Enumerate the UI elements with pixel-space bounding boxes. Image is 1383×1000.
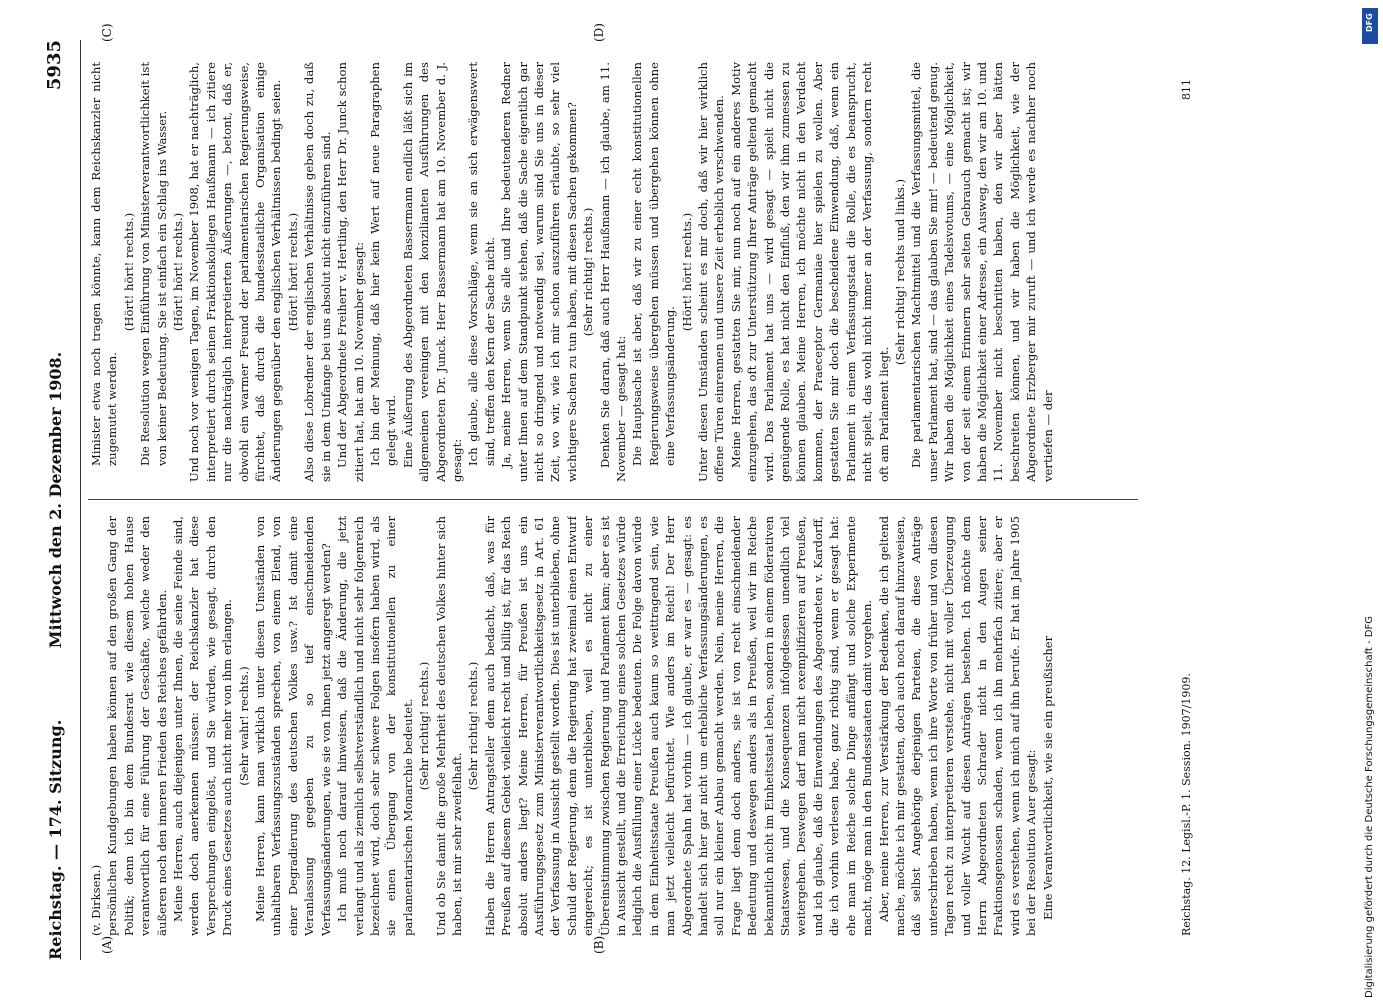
page-header xyxy=(42,40,72,960)
paragraph: persönlichen Kundgebungen haben können auf den großen Gang der Politik; denn ich bin dem Bundesrat wie diesem hohen Hause verantwortlich für eine Führung der Geschäfte, welche weder den äußeren noch den inneren Frieden des Reiches gefährden. xyxy=(105,516,169,936)
text-column-right xyxy=(88,62,1168,482)
margin-mark-a: (A) xyxy=(100,935,114,954)
interjection: (Hört! hört! rechts.) xyxy=(121,212,136,332)
header-date: Mittwoch den 2. Dezember 1908. xyxy=(46,351,65,649)
paragraph: Ich bin der Meinung, daß hier kein Wert auf neue Paragraphen gelegt wird. xyxy=(367,62,399,466)
paragraph: Meine Herren, kann man wirklich unter diesen Umständen von unhaltbaren Verfassungszuständen sprechen, von einem Elend, von einer Degradierung des deutschen Volkes usw.? Ist damit eine Veranlassung gegeben zu so tief einschneidenden Verfassungsänderungen, wie sie von Ihnen jetzt angeregt werden? xyxy=(253,516,333,936)
interjection: (Sehr richtig! rechts.) xyxy=(581,207,596,337)
interjection: (Sehr richtig! rechts.) xyxy=(417,661,432,791)
margin-mark-c: (C) xyxy=(100,23,114,42)
interjection: (Sehr richtig! rechts.) xyxy=(466,661,481,791)
paragraph: (v. Dirksen.) xyxy=(89,864,103,936)
paragraph: Also diese Lobredner der englischen Verhältnisse geben doch zu, daß sie in dem Umfange bei uns absolut nicht einzuführen sind. xyxy=(302,62,333,482)
paragraph: Ich glaube, alle diese Vorschläge, wenn sie an sich erwägenswert sind, treffen den Kern der Sache nicht. xyxy=(466,62,497,466)
dfg-strip xyxy=(1362,8,1380,998)
paragraph: Und ob Sie damit die große Mehrheit des deutschen Volkes hinter sich haben, ist mir sehr zweifelhaft. xyxy=(433,516,464,936)
header-page-number: 5935 xyxy=(44,40,65,91)
header-rule xyxy=(80,40,81,960)
interjection: (Sehr wahr! rechts.) xyxy=(236,666,251,786)
paragraph: Eine Äußerung des Abgeordneten Bassermann endlich läßt sich im allgemeinen vereinigen mit den konzilianten Ausführungen des Abgeordneten Dr. Junck. Herr Bassermann hat am 10. November d. J. gesagt: xyxy=(400,62,464,482)
paragraph: Und der Abgeordnete Freiherr v. Hertling, den Herr Dr. Junck schon zitiert hat, hat am 10. November gesagt: xyxy=(335,62,366,482)
paragraph: Die Resolution wegen Einführung von Ministerverantwortlichkeit ist von keiner Bedeutung. Sie ist einfach ein Schlag ins Wasser. xyxy=(138,62,169,466)
margin-mark-d: (D) xyxy=(592,23,606,42)
header-session: Reichstag. — 174. Sitzung. xyxy=(46,719,65,960)
paragraph: Die parlamentarischen Machtmittel und die Verfassungsmittel, die unser Parlament hat, sind — das glauben Sie mir! — bedeutend genug. Wir haben die Möglichkeit eines Tadelsvotums, — eine Möglichkeit, von der seit einem Erinnern sehr selten Gebrauch gemacht ist; wir haben die Möglichkeit einer Adresse, ein Ausweg, den wir am 10. und 11. November nicht beschritten haben, den wir aber hätten beschreiten können, und wir haben die Möglichkeit, wie der Abgeordnete Erzberger mir zuruft — und ich werde es nachher noch vertiefen — der xyxy=(909,62,1055,482)
paragraph: Denken Sie daran, daß auch Herr Haußmann — ich glaube, am 11. November — gesagt hat: xyxy=(597,62,628,482)
footer-publication-info: Reichstag. 12. Legisl.-P. 1. Session. 1907/1909. xyxy=(1180,673,1193,936)
interjection: (Sehr richtig! rechts und links.) xyxy=(892,178,907,366)
column-divider xyxy=(88,499,1138,500)
paragraph: Ja, meine Herren, wenn Sie alle und Ihre bedeutenderen Redner unter Ihnen auf dem Standpunkt stehen, daß die Sache eigentlich gar nicht so dringend und notwendig sei, warum sind Sie uns in dieser Zeit, wo wir, wie ich mir schon auszuführen erlaubte, so sehr viel wichtigere Sachen zu tun haben, mit diesen Sachen gekommen? xyxy=(499,62,579,482)
footer-page-reference: 811 xyxy=(1180,79,1193,100)
paragraph: Unter diesen Umständen scheint es mir doch, daß wir hier wirklich offene Türen einrennen und unsere Zeit erheblich verschwenden. xyxy=(696,62,727,482)
paragraph: Und noch vor wenigen Tagen, im November 1908, hat er nachträglich, interpretiert durch seinen Fraktionskollegen Haußmann — ich zitiere nur die nachträglich interpretierten Äußerungen —, betont, daß er, obwohl ein warmer Freund der parlamentarischen Regierungsweise, fürchtet, daß durch die bundesstaatliche Organisation einige Änderungen gegenüber den englischen Verhältnissen bedingt seien. xyxy=(187,62,284,482)
paragraph: Haben die Herren Antragsteller denn auch bedacht, daß, was für Preußen auf diesem Gebiet vielleicht recht und billig ist, für das Reich absolut anders liegt? Meine Herren, für Preußen ist uns ein Ausführungsgesetz zum Ministerverantwortlichkeitsgesetz in Art. 61 der Verfassung in Aussicht gestellt worden. Dies ist unterblieben, ohne Schuld der Regierung, denn die Regierung hat zweimal einen Entwurf eingereicht; es ist unterblieben, weil es nicht zu einer Übereinstimmung zwischen Regierung und Parlament kam; aber es ist in Aussicht gestellt, und die Erreichung eines solchen Gesetzes würde lediglich die Ausfüllung einer Lücke bedeuten. Die Folge davon würde in dem Einheitsstaate Preußen auch kaum so weittragend sein, wie man jetzt vielleicht befürchtet. Wie anders im Reich! Der Herr Abgeordnete Spahn hat vorhin — ich glaube, er war es — gesagt: es handelt sich hier gar nicht um erhebliche Verfassungsänderungen, es soll nur ein kleiner Anbau gemacht werden. Nein, meine Herren, die Frage liegt denn doch anders, sie ist von recht einschneidender Bedeutung und deswegen anders als in Preußen, weil wir im Reiche bekanntlich nicht im Einheitsstaat leben, sondern in einem föderativen Staatswesen, und die Konsequenzen infolgedessen unendlich viel weitergehen. Deswegen darf man nicht exemplifizieren auf Preußen, und ich glaube, daß die Einwendungen des Abgeordneten v. Kardorff, die ich vorhin verlesen habe, ganz richtig sind, wenn er gesagt hat: ehe man im Reiche solche Dinge anfängt und solche Experimente macht, möge man in den Bundesstaaten damit vorgehen. xyxy=(482,516,875,936)
interjection: (Hört! hört! rechts.) xyxy=(679,212,694,332)
dfg-logo-text: DFG xyxy=(1365,13,1374,32)
paragraph: Meine Herren, auch diejenigen unter Ihnen, die seine Feinde sind, werden doch anerkennen müssen: der Reichskanzler hat diese Versprechungen eingelöst, und Sie würden, wie gesagt, durch den Druck eines Gesetzes auch nicht mehr von ihm erlangen. xyxy=(171,516,235,936)
paragraph: Ich muß noch darauf hinweisen, daß die Änderung, die jetzt verlangt und als ziemlich selbstverständlich und nicht sehr folgenreich bezeichnet wird, doch sehr schwere Folgen insofern haben wird, als sie einen Übergang von der konstitutionellen zu einer parlamentarischen Monarchie bedeutet. xyxy=(335,516,415,936)
paragraph: Eine Verantwortlichkeit, wie sie ein preußischer xyxy=(1040,635,1055,920)
paragraph: Aber, meine Herren, zur Verstärkung der Bedenken, die ich geltend mache, möchte ich mir gestatten, doch auch noch darauf hinzuweisen, daß selbst Angehörige derjenigen Parteien, die diese Anträge unterschrieben haben, wenn ich ihre Worte von früher und von diesen Tagen recht zu interpretieren verstehe, nicht mit voller Überzeugung und voller Wucht auf diesen Anträgen bestehen. Ich möchte dem Herrn Abgeordneten Schrader nicht in den Augen seiner Fraktionsgenossen schaden, wenn ich ihn mehrfach zitiere; aber er wird es verstehen, wenn ich mich auf ihn berufe. Er hat im Jahre 1905 bei der Resolution Auer gesagt: xyxy=(876,516,1039,936)
text-column-left xyxy=(88,516,1168,936)
paragraph: Die Hauptsache ist aber, daß wir zu einer echt konstitutionellen Regierungsweise übergehen müssen und übergehen können ohne eine Verfassungsänderung. xyxy=(630,62,678,466)
margin-mark-b: (B) xyxy=(592,935,606,954)
dfg-notice: Digitalisierung gefördert durch die Deutsche Forschungsgemeinschaft - DFG xyxy=(1364,615,1375,998)
interjection: (Hört! hört! rechts.) xyxy=(285,212,300,332)
paragraph: Meine Herren, gestatten Sie mir, nun noch auf ein anderes Motiv einzugehen, das oft zur Unterstützung Ihrer Anträge geltend gemacht wird. Das Parlament hat uns — wird gesagt — spielt nicht die genügende Rolle, es hat nicht den Einfluß, den wir ihm zumessen zu können glauben. Meine Herren, ich möchte nicht in den Verdacht kommen, der Praeceptor Germaniae hier spielen zu wollen. Aber gestatten Sie mir doch die bescheidene Einwendung, daß, wenn ein Parlament in einem Verfassungsstaat die Rolle, die es beansprucht, nicht spielt, das wohl nicht immer an der Verfassung, sondern recht oft am Parlament liegt. xyxy=(728,62,891,482)
paragraph: Minister etwa noch tragen könnte, kann dem Reichskanzler nicht zugemutet werden. xyxy=(89,62,120,466)
interjection: (Hört! hört! rechts.) xyxy=(171,212,186,332)
